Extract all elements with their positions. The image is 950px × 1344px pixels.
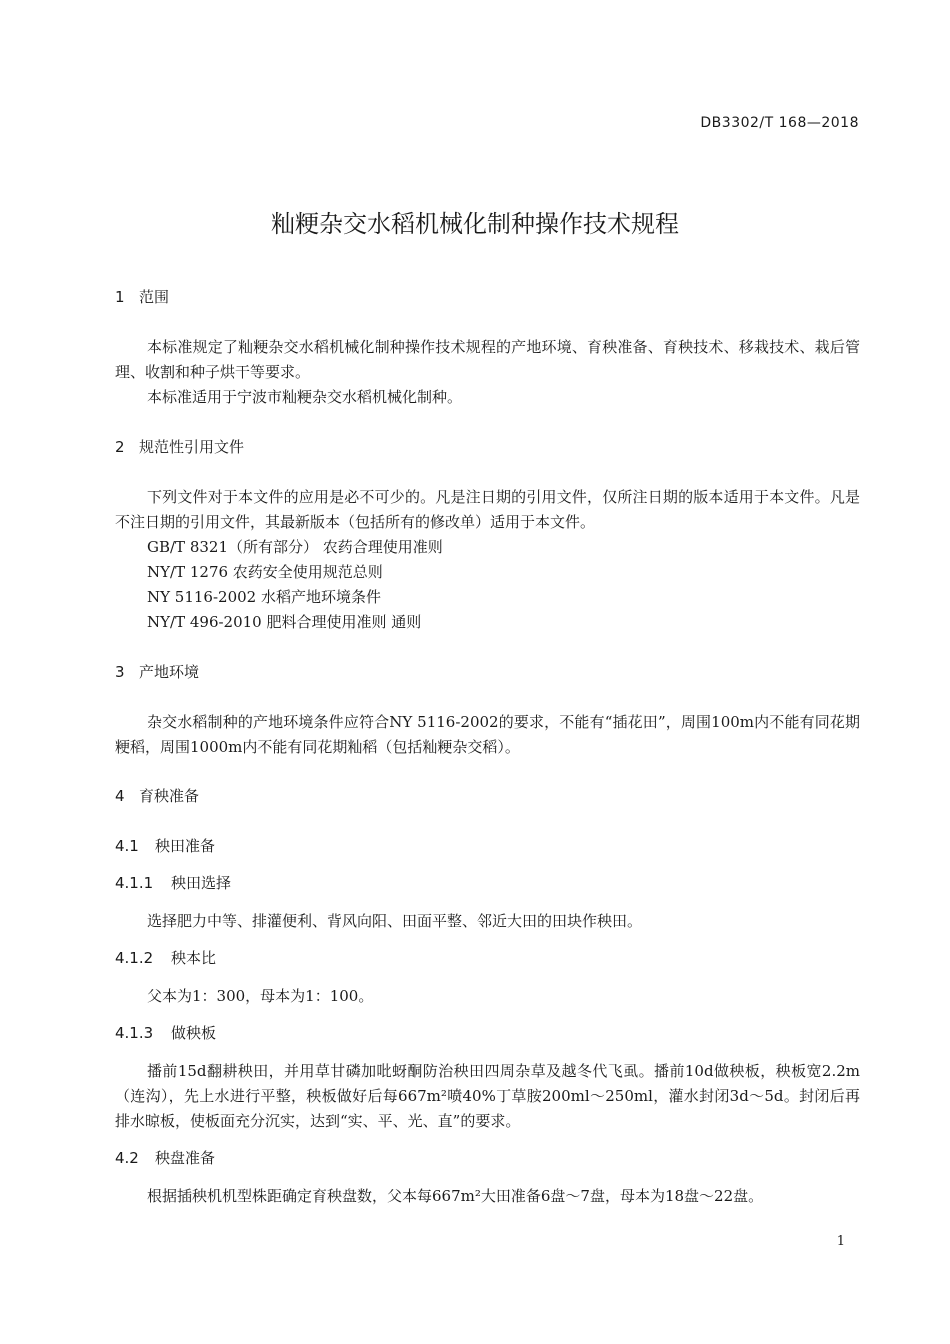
section-number: 2 [115,438,125,456]
reference-item: NY 5116-2002 水稻产地环境条件 [147,588,381,606]
section-4-1-1-heading [115,872,231,894]
section-number: 4.1.3 [115,1024,154,1042]
section-2-heading [115,436,244,458]
section-4-1-2-paragraph: 父本为1：300，母本为1：100。 [147,987,374,1005]
section-number: 4.1.2 [115,949,154,967]
section-number: 3 [115,663,125,681]
standard-code: DB3302/T 168—2018 [700,115,859,131]
section-number: 4.2 [115,1149,139,1167]
section-1-paragraph-1: 本标准规定了籼粳杂交水稻机械化制种操作技术规程的产地环境、育秧准备、育秧技术、移栽技术、栽后管理、收割和种子烘干等要求。 [115,338,860,381]
section-4-heading [115,785,199,807]
section-number: 4.1.1 [115,874,154,892]
document-title: 籼粳杂交水稻机械化制种操作技术规程 [271,210,679,238]
section-number: 4 [115,787,125,805]
section-4-2-heading [115,1147,215,1169]
section-title: 规范性引用文件 [139,438,245,456]
section-title: 范围 [139,288,170,306]
section-number: 1 [115,288,125,306]
page-number: 1 [836,1234,845,1249]
section-4-1-1-paragraph: 选择肥力中等、排灌便利、背风向阳、田面平整、邻近大田的田块作秧田。 [147,912,643,930]
section-number: 4.1 [115,837,139,855]
section-title: 产地环境 [139,663,200,681]
section-title: 做秧板 [171,1024,217,1042]
section-4-1-3-paragraph: 播前15d翻耕秧田，并用草甘磷加吡蚜酮防治秧田四周杂草及越冬代飞虱。播前10d做秧板，秧板宽2.2m（连沟），先上水进行平整，秧板做好后每667m²喷40%丁草胺200ml～250ml，灌水封闭3d～5d。封闭后再排水晾板，使板面充分沉实，达到“实、平、光、直”的要求。 [115,1062,860,1130]
section-3-heading [115,661,199,683]
section-title: 秧本比 [171,949,217,967]
section-3-paragraph-1: 杂交水稻制种的产地环境条件应符合NY 5116-2002的要求，不能有“插花田”，周围100m内不能有同花期粳稻，周围1000m内不能有同花期籼稻（包括籼粳杂交稻）。 [115,713,860,756]
reference-item: GB/T 8321（所有部分） 农药合理使用准则 [147,538,443,556]
section-4-1-3-heading [115,1022,216,1044]
section-1-heading [115,286,169,308]
section-4-2-paragraph: 根据插秧机机型株距确定育秧盘数，父本每667m²大田准备6盘～7盘，母本为18盘～22盘。 [147,1187,764,1205]
section-2-paragraph-1: 下列文件对于本文件的应用是必不可少的。凡是注日期的引用文件，仅所注日期的版本适用于本文件。凡是不注日期的引用文件，其最新版本（包括所有的修改单）适用于本文件。 [115,488,860,531]
section-title: 育秧准备 [139,787,200,805]
section-title: 秧田准备 [155,837,216,855]
section-title: 秧田选择 [171,874,232,892]
reference-item: NY/T 1276 农药安全使用规范总则 [147,563,383,581]
section-title: 秧盘准备 [155,1149,216,1167]
section-4-1-2-heading [115,947,216,969]
reference-item: NY/T 496-2010 肥料合理使用准则 通则 [147,613,422,631]
section-4-1-heading [115,835,215,857]
section-1-paragraph-2: 本标准适用于宁波市籼粳杂交水稻机械化制种。 [147,388,463,406]
